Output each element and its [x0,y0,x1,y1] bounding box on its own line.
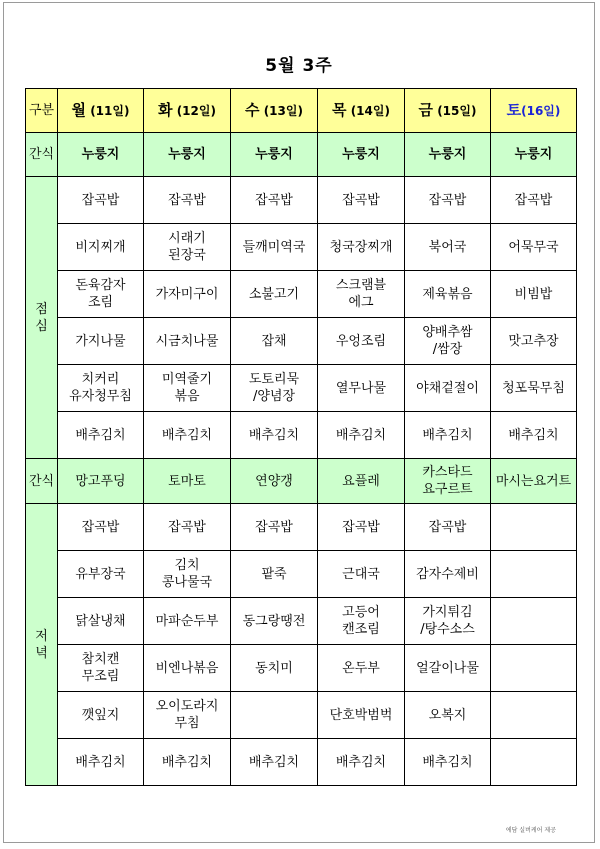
menu-cell: 배추김치 [231,739,318,786]
menu-cell: 고등어 캔조림 [318,598,405,645]
menu-cell: 잡곡밥 [491,177,577,224]
day-date: (11일) [90,103,130,118]
snack-item: 누룽지 [231,133,318,177]
menu-cell: 오복지 [405,692,491,739]
menu-cell: 잡곡밥 [318,504,405,551]
menu-cell [491,598,577,645]
menu-cell: 동그랑땡전 [231,598,318,645]
menu-cell: 열무나물 [318,365,405,412]
day-date: (14일) [350,103,390,118]
menu-cell: 잡채 [231,318,318,365]
snack-item: 마시는요거트 [491,459,577,504]
dinner-row [26,739,577,786]
day-name: 수 [245,100,260,119]
menu-cell: 감자수제비 [405,551,491,598]
menu-cell: 제육볶음 [405,271,491,318]
menu-cell: 마파순두부 [144,598,231,645]
menu-cell: 소불고기 [231,271,318,318]
menu-cell: 얼갈이나물 [405,645,491,692]
menu-cell: 비지찌개 [58,224,144,271]
menu-cell: 잡곡밥 [58,177,144,224]
menu-cell: 청포묵무침 [491,365,577,412]
menu-cell: 가지나물 [58,318,144,365]
lunch-row [26,318,577,365]
snack-item: 토마토 [144,459,231,504]
day-header-tue [144,89,231,133]
menu-cell: 오이도라지 무침 [144,692,231,739]
menu-cell: 잡곡밥 [231,504,318,551]
menu-cell: 유부장국 [58,551,144,598]
day-date: (16일) [521,103,561,118]
snack-item: 망고푸딩 [58,459,144,504]
day-header-fri [405,89,491,133]
menu-cell: 김치 콩나물국 [144,551,231,598]
dinner-row [26,645,577,692]
menu-cell: 배추김치 [144,739,231,786]
day-name: 화 [158,100,173,119]
day-name: 토 [506,100,522,119]
menu-cell: 단호박범벅 [318,692,405,739]
dinner-label: 저 녁 [26,504,58,786]
menu-cell: 돈육감자 조림 [58,271,144,318]
menu-cell: 잡곡밥 [318,177,405,224]
lunch-row [26,177,577,224]
day-header-mon [58,89,144,133]
day-header-sat [491,89,577,133]
menu-cell: 맛고추장 [491,318,577,365]
day-name: 금 [418,100,434,119]
menu-cell: 시래기 된장국 [144,224,231,271]
footer-credit: 에담 실버케어 제공 [505,827,556,834]
menu-page [3,2,595,843]
menu-cell: 배추김치 [58,412,144,459]
day-name: 월 [71,100,87,119]
lunch-row [26,365,577,412]
menu-cell: 들깨미역국 [231,224,318,271]
menu-cell [491,739,577,786]
header-row [26,89,577,133]
snack-item: 누룽지 [318,133,405,177]
menu-cell: 미역줄기 볶음 [144,365,231,412]
menu-cell [491,645,577,692]
menu-cell: 깻잎지 [58,692,144,739]
day-header-thu [318,89,405,133]
menu-cell: 배추김치 [405,412,491,459]
page-title: 5월 3주 [265,56,333,76]
menu-cell: 스크램블 에그 [318,271,405,318]
menu-cell: 우엉조림 [318,318,405,365]
lunch-row [26,412,577,459]
menu-cell [491,551,577,598]
menu-cell: 배추김치 [318,739,405,786]
menu-cell [491,504,577,551]
day-date: (15일) [437,103,477,118]
menu-cell: 잡곡밥 [405,504,491,551]
menu-cell: 배추김치 [405,739,491,786]
snack-item: 누룽지 [58,133,144,177]
snack-item: 누룽지 [405,133,491,177]
menu-cell: 배추김치 [318,412,405,459]
menu-cell: 시금치나물 [144,318,231,365]
menu-cell: 비엔나볶음 [144,645,231,692]
menu-cell: 비빔밥 [491,271,577,318]
menu-cell: 가자미구이 [144,271,231,318]
menu-cell: 도토리묵 /양념장 [231,365,318,412]
snack-item: 요플레 [318,459,405,504]
lunch-row [26,271,577,318]
day-date: (12일) [176,103,216,118]
menu-cell: 팥죽 [231,551,318,598]
lunch-label: 점 심 [26,177,58,459]
menu-cell: 잡곡밥 [231,177,318,224]
snack-item: 연양갱 [231,459,318,504]
menu-cell: 동치미 [231,645,318,692]
menu-cell: 양배추쌈 /쌈장 [405,318,491,365]
menu-cell: 닭살냉채 [58,598,144,645]
day-name: 목 [332,100,347,119]
menu-cell: 북어국 [405,224,491,271]
dinner-row [26,692,577,739]
snack-label: 간식 [26,133,58,177]
menu-cell: 배추김치 [231,412,318,459]
snack-item: 누룽지 [491,133,577,177]
category-header: 구분 [26,89,58,133]
menu-cell: 배추김치 [58,739,144,786]
menu-cell: 온두부 [318,645,405,692]
menu-cell: 근대국 [318,551,405,598]
menu-cell: 잡곡밥 [144,504,231,551]
menu-cell: 어묵무국 [491,224,577,271]
dinner-row [26,598,577,645]
day-date: (13일) [263,103,303,118]
dinner-row [26,551,577,598]
snack1-row [26,133,577,177]
menu-cell: 잡곡밥 [58,504,144,551]
menu-cell: 배추김치 [144,412,231,459]
menu-cell: 잡곡밥 [405,177,491,224]
weekly-menu-table [25,88,577,786]
lunch-row [26,224,577,271]
menu-cell [231,692,318,739]
snack-label: 간식 [26,459,58,504]
menu-cell: 잡곡밥 [144,177,231,224]
snack-item: 카스타드 요구르트 [405,459,491,504]
menu-cell: 가지튀김 /탕수소스 [405,598,491,645]
menu-cell: 야채겉절이 [405,365,491,412]
menu-cell: 배추김치 [491,412,577,459]
menu-cell [491,692,577,739]
dinner-row [26,504,577,551]
day-header-wed [231,89,318,133]
snack-item: 누룽지 [144,133,231,177]
menu-cell: 치커리 유자청무침 [58,365,144,412]
snack2-row [26,459,577,504]
menu-cell: 참치캔 무조림 [58,645,144,692]
menu-cell: 청국장찌개 [318,224,405,271]
